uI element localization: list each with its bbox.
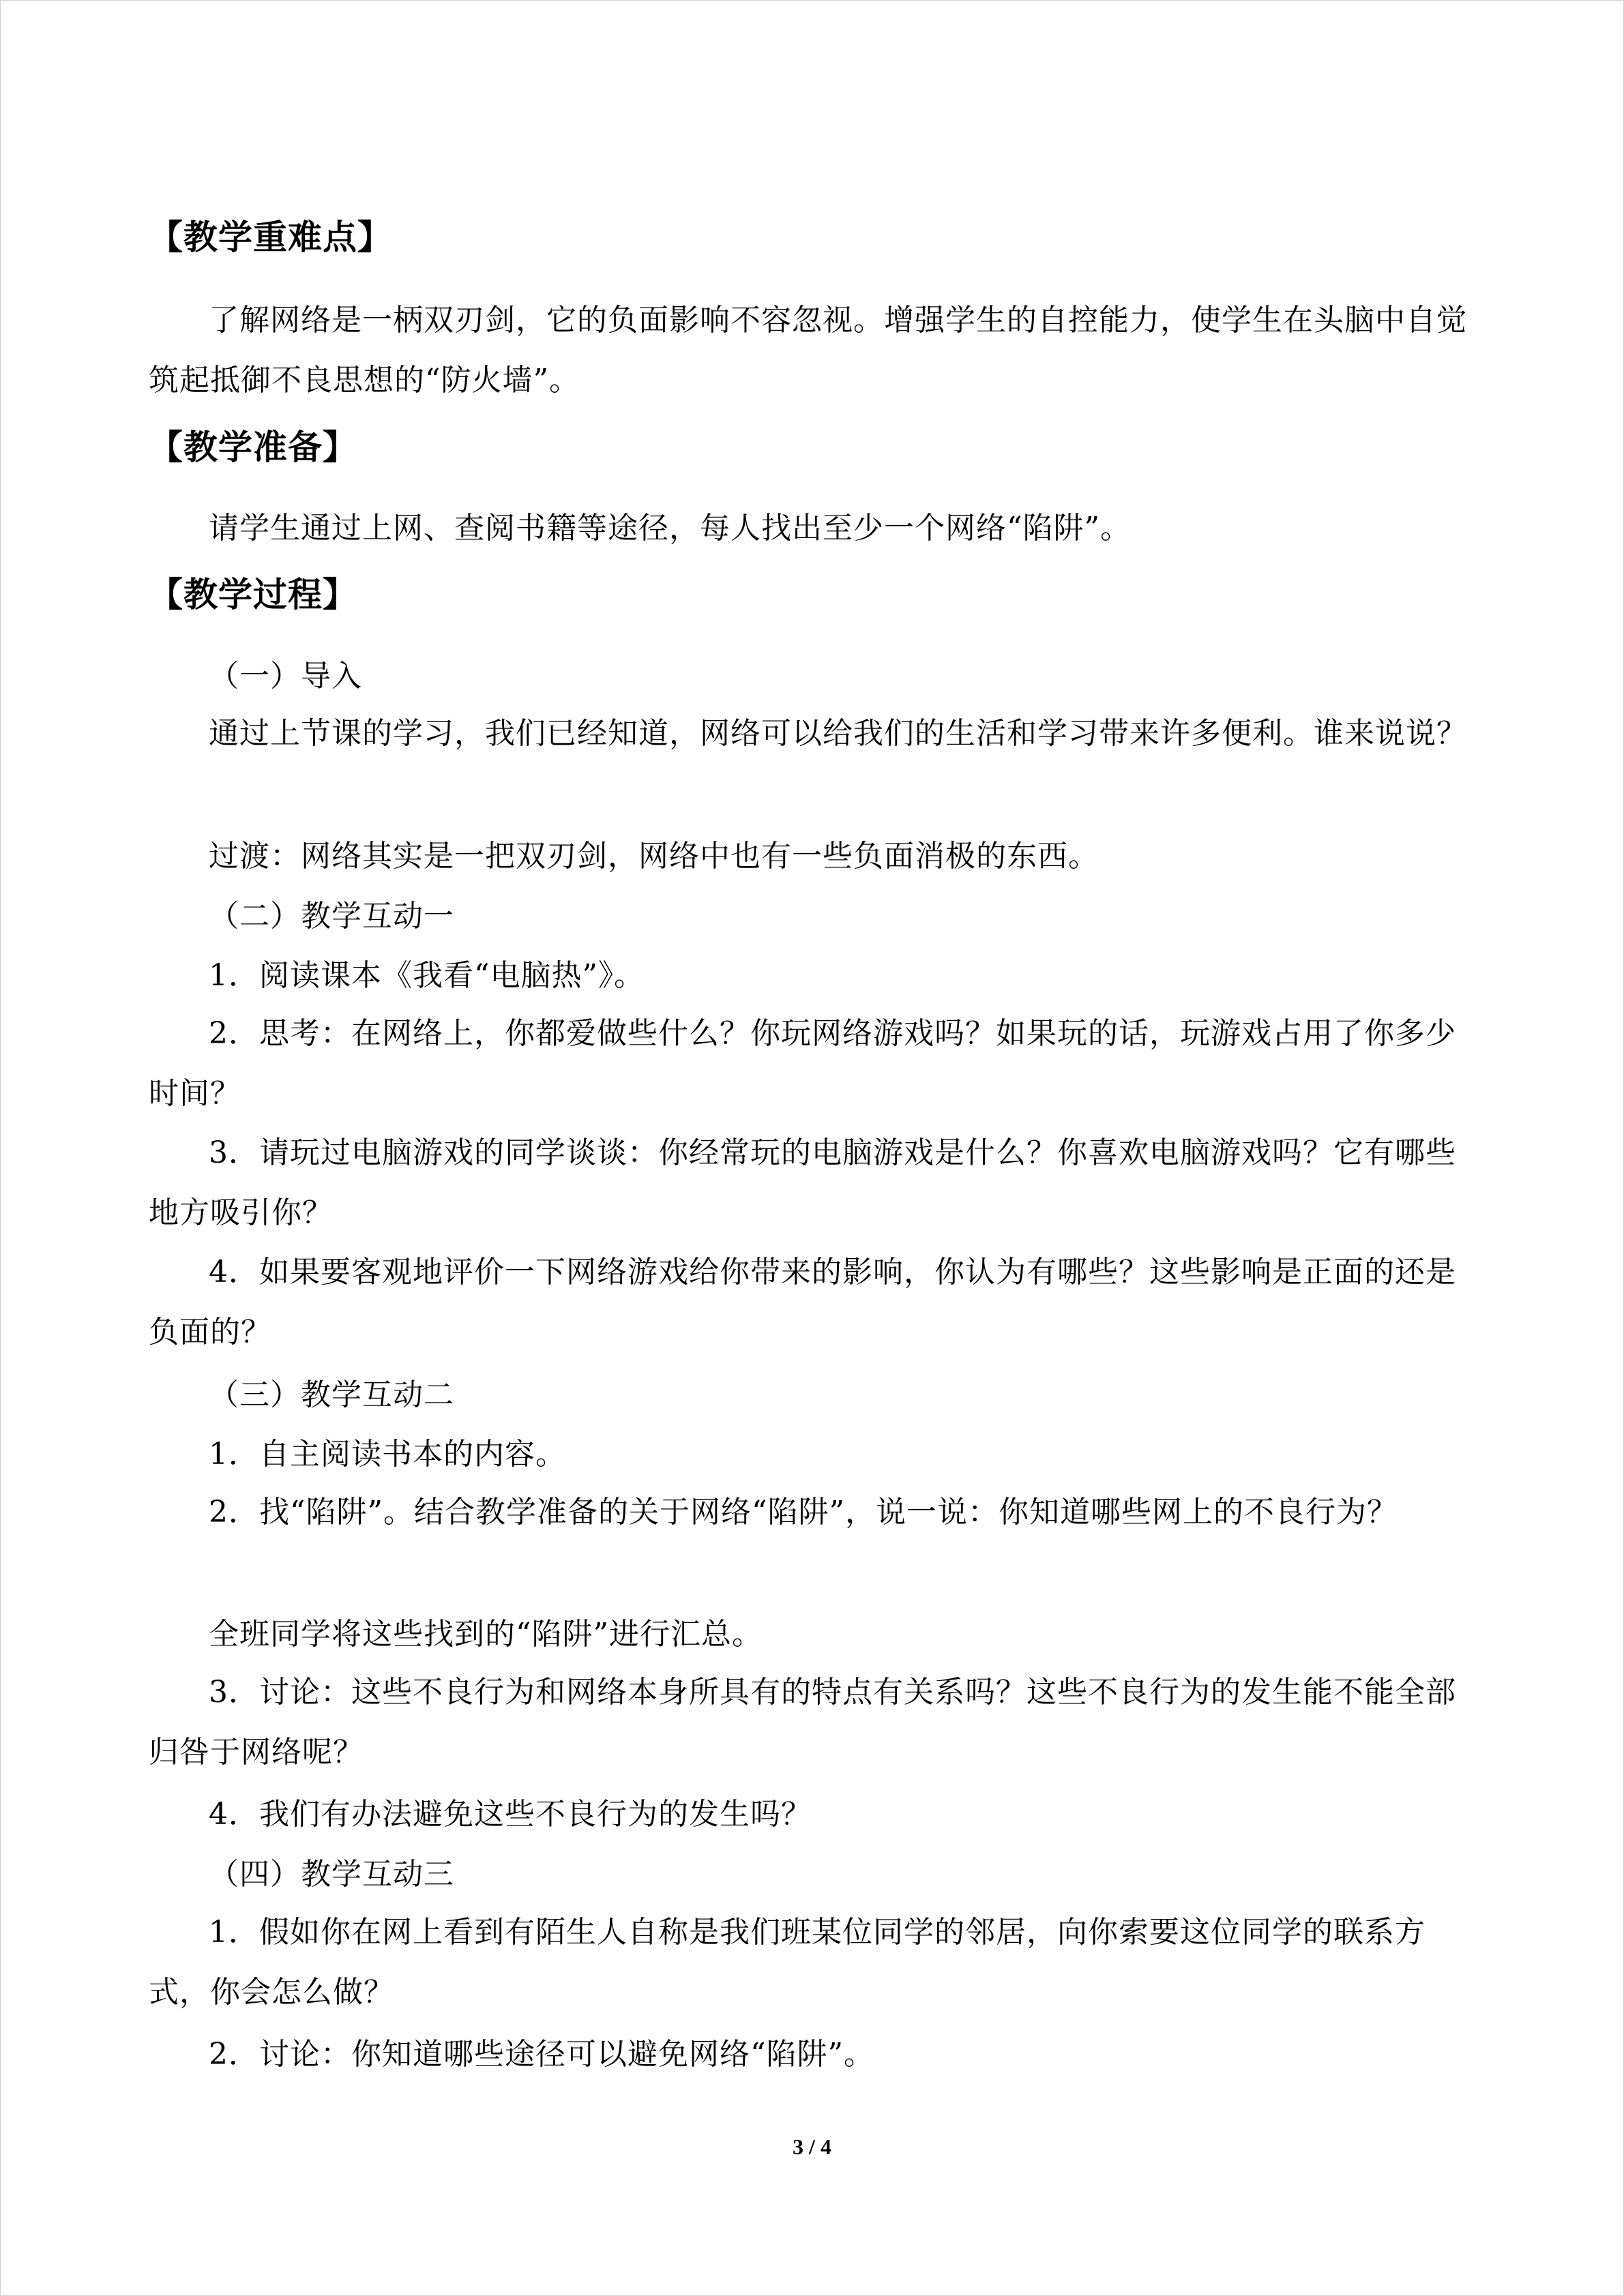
subsection-label: （三）教学互动二 [209, 1377, 454, 1412]
section-heading-focus: 【教学重难点】 [149, 217, 392, 257]
paragraph: 请学生通过上网、查阅书籍等途径，每人找出至少一个网络“陷阱”。 [209, 511, 1131, 546]
list-item: 2．思考：在网络上，你都爱做些什么？你玩网络游戏吗？如果玩的话，玩游戏占用了你多少时间？ [149, 1016, 1456, 1111]
paragraph: 了解网络是一柄双刃剑，它的负面影响不容忽视。增强学生的自控能力，使学生在头脑中自觉筑起抵御不良思想的“防火墙”。 [149, 303, 1467, 398]
list-item: 3．讨论：这些不良行为和网络本身所具有的特点有关系吗？这些不良行为的发生能不能全部归咎于网络呢？ [149, 1675, 1456, 1770]
list-item: 1．阅读课本《我看“电脑热”》。 [209, 958, 645, 993]
subsection-label: （四）教学互动三 [209, 1857, 454, 1892]
paragraph: 过渡：网络其实是一把双刃剑，网络中也有一些负面消极的东西。 [209, 839, 1099, 874]
paragraph: 通过上节课的学习，我们已经知道，网络可以给我们的生活和学习带来许多便利。谁来说说？ [209, 716, 1467, 751]
section-heading-prep: 【教学准备】 [149, 427, 357, 467]
list-item: 2．讨论：你知道哪些途径可以避免网络“陷阱”。 [209, 2037, 874, 2072]
list-item: 4．如果要客观地评价一下网络游戏给你带来的影响，你认为有哪些？这些影响是正面的还是负面的？ [149, 1255, 1456, 1350]
paragraph: 全班同学将这些找到的“陷阱”进行汇总。 [209, 1617, 763, 1652]
page-number: 3 / 4 [793, 2134, 831, 2159]
list-item: 4．我们有办法避免这些不良行为的发生吗？ [209, 1797, 812, 1832]
list-item: 3．请玩过电脑游戏的同学谈谈：你经常玩的电脑游戏是什么？你喜欢电脑游戏吗？它有哪些地方吸引你？ [149, 1135, 1456, 1230]
subsection-label: （一）导入 [209, 659, 362, 694]
list-item: 1．自主阅读书本的内容。 [209, 1437, 566, 1472]
subsection-label: （二）教学互动一 [209, 899, 454, 934]
section-heading-process: 【教学过程】 [149, 574, 357, 614]
list-item: 2．找“陷阱”。结合教学准备的关于网络“陷阱”，说一说：你知道哪些网上的不良行为？ [209, 1495, 1398, 1530]
list-item: 1．假如你在网上看到有陌生人自称是我们班某位同学的邻居，向你索要这位同学的联系方式，你会怎么做？ [149, 1915, 1426, 2010]
